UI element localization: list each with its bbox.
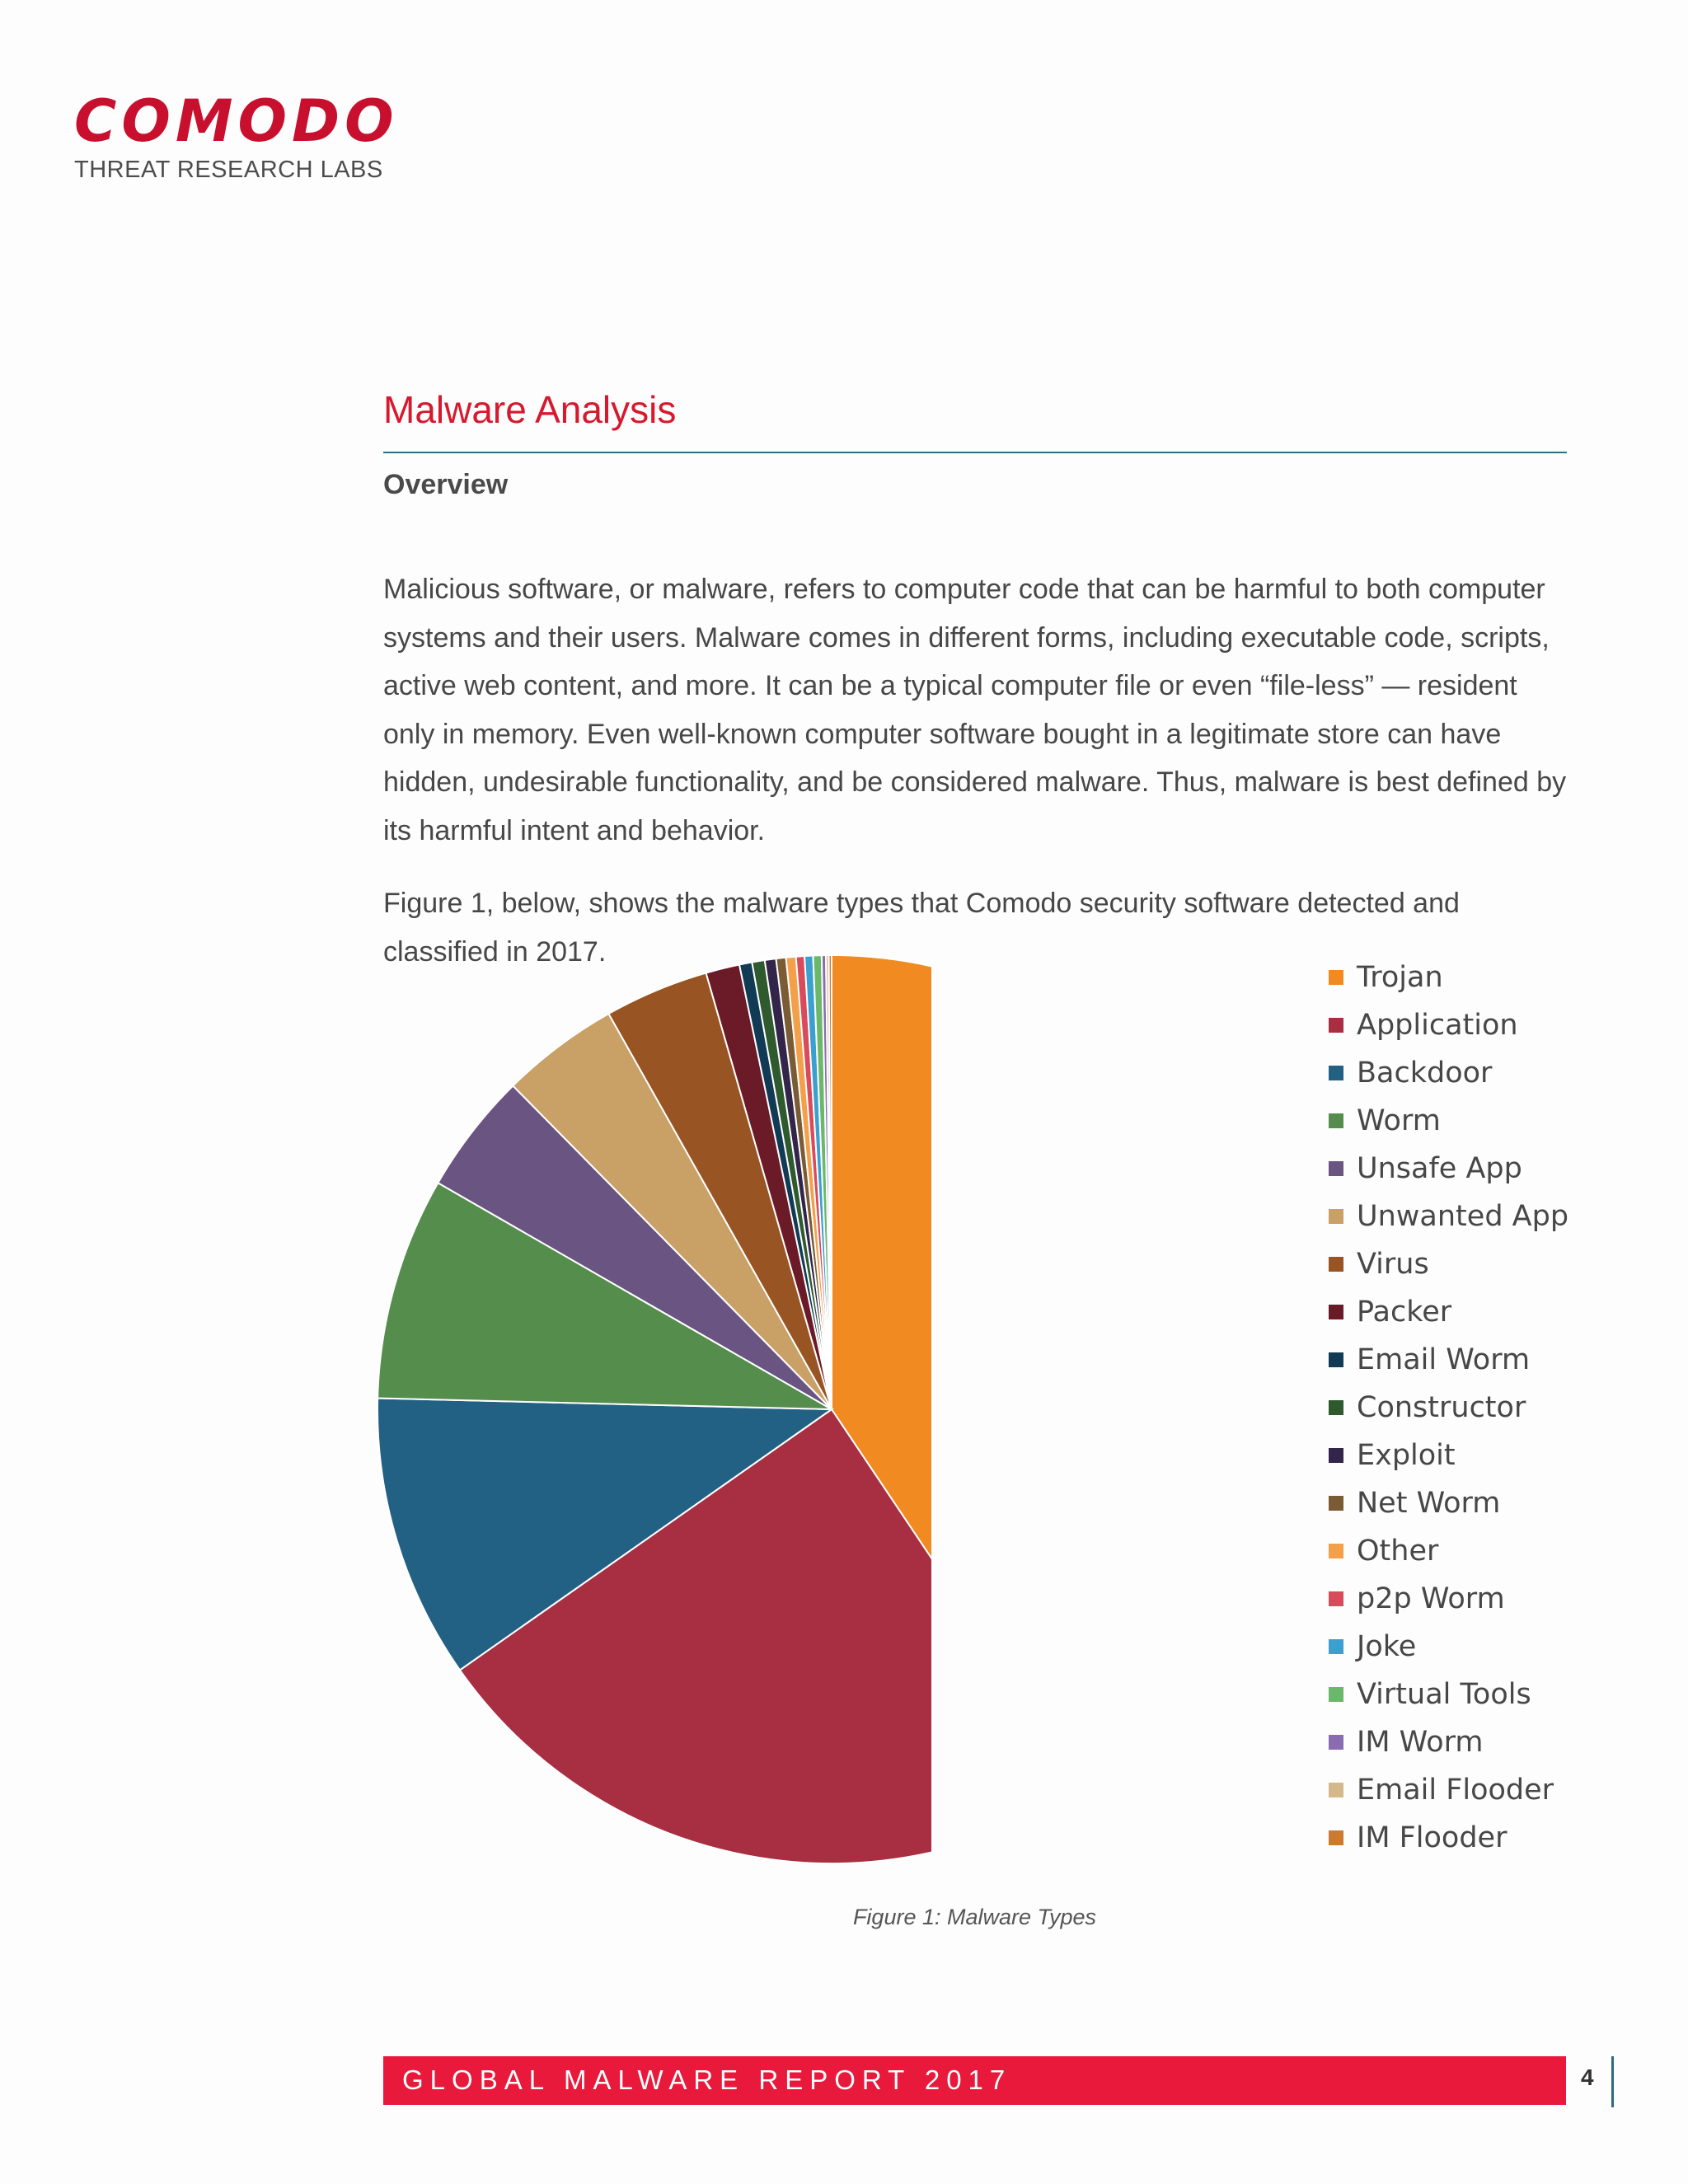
legend-swatch <box>1329 1544 1343 1558</box>
legend-item-virtual-tools <box>1329 1671 1568 1718</box>
figure-caption: Figure 1: Malware Types <box>852 1905 1097 1929</box>
brand-tagline: THREAT RESEARCH LABS <box>74 157 383 183</box>
malware-types-pie-chart <box>363 940 931 1879</box>
legend-label: Unwanted App <box>1357 1200 1569 1233</box>
legend-swatch <box>1329 1161 1343 1176</box>
legend-label: Trojan <box>1357 961 1443 994</box>
legend-swatch <box>1329 1830 1343 1845</box>
legend-label: Unsafe App <box>1357 1152 1522 1185</box>
legend-swatch <box>1329 1018 1343 1033</box>
legend-item-email-worm <box>1329 1336 1568 1384</box>
legend-label: Virus <box>1357 1248 1429 1281</box>
legend-item-virus <box>1329 1240 1568 1288</box>
legend-item-constructor <box>1329 1384 1568 1432</box>
legend-swatch <box>1329 1400 1343 1415</box>
legend-label: Email Worm <box>1357 1343 1531 1376</box>
overview-heading: Overview <box>383 469 509 500</box>
legend-label: Application <box>1357 1009 1518 1042</box>
legend-label: Constructor <box>1357 1391 1526 1424</box>
legend-item-worm <box>1329 1097 1568 1145</box>
legend-swatch <box>1329 1113 1343 1128</box>
footer-bar <box>383 2056 1566 2105</box>
legend-swatch <box>1329 1591 1343 1606</box>
legend-label: Email Flooder <box>1357 1774 1554 1807</box>
page-number: 4 <box>1581 2064 1594 2090</box>
section-title: Malware Analysis <box>383 388 677 431</box>
legend-item-backdoor <box>1329 1049 1568 1097</box>
legend-item-net-worm <box>1329 1479 1568 1527</box>
intro-paragraph: Malicious software, or malware, refers to computer code that can be harmful to both computer systems and their users. Malware comes in different forms, including executable code, scripts, active web content, and more. It can be a typical computer file or even “file-less” — resident only in memory. Even well-known computer software bought in a legitimate store can have hidden, undesirable functionality, and be considered malware. Thus, malware is best defined by its harmful intent and behavior. <box>383 574 1567 846</box>
legend-label: Exploit <box>1357 1439 1456 1472</box>
title-divider <box>383 452 1567 453</box>
legend-swatch <box>1329 1687 1343 1702</box>
legend-item-exploit <box>1329 1432 1568 1479</box>
legend-item-application <box>1329 1001 1568 1049</box>
legend-item-other <box>1329 1527 1568 1575</box>
legend-item-p2p-worm <box>1329 1575 1568 1623</box>
legend-label: Virtual Tools <box>1357 1678 1531 1711</box>
legend-label: Joke <box>1357 1630 1417 1663</box>
legend-item-unsafe-app <box>1329 1145 1568 1193</box>
legend-item-im-worm <box>1329 1718 1568 1766</box>
legend-swatch <box>1329 1305 1343 1319</box>
legend-label: Backdoor <box>1357 1057 1493 1090</box>
report-title: GLOBAL MALWARE REPORT 2017 <box>402 2064 1012 2095</box>
brand-header <box>74 87 399 184</box>
legend-label: p2p Worm <box>1357 1582 1505 1615</box>
legend-swatch <box>1329 1783 1343 1797</box>
figure-intro-paragraph: Figure 1, below, shows the malware types that Comodo security software detected and classified in 2017. <box>383 888 1460 968</box>
legend-swatch <box>1329 1639 1343 1654</box>
legend-item-unwanted-app <box>1329 1193 1568 1240</box>
chart-legend <box>1329 954 1568 1862</box>
legend-item-packer <box>1329 1288 1568 1336</box>
legend-label: Net Worm <box>1357 1487 1501 1520</box>
legend-label: Worm <box>1357 1104 1441 1137</box>
legend-label: IM Worm <box>1357 1726 1484 1759</box>
legend-swatch <box>1329 970 1343 985</box>
legend-item-email-flooder <box>1329 1766 1568 1814</box>
legend-swatch <box>1329 1209 1343 1224</box>
page-number-divider <box>1611 2056 1614 2107</box>
legend-swatch <box>1329 1066 1343 1080</box>
legend-item-im-flooder <box>1329 1814 1568 1862</box>
legend-label: Packer <box>1357 1296 1452 1329</box>
legend-label: Other <box>1357 1535 1439 1568</box>
comodo-logo: COMODO <box>74 87 399 155</box>
legend-swatch <box>1329 1496 1343 1511</box>
legend-label: IM Flooder <box>1357 1821 1507 1854</box>
legend-swatch <box>1329 1352 1343 1367</box>
legend-swatch <box>1329 1448 1343 1463</box>
legend-swatch <box>1329 1257 1343 1272</box>
legend-item-trojan <box>1329 954 1568 1001</box>
legend-swatch <box>1329 1735 1343 1750</box>
legend-item-joke <box>1329 1623 1568 1671</box>
